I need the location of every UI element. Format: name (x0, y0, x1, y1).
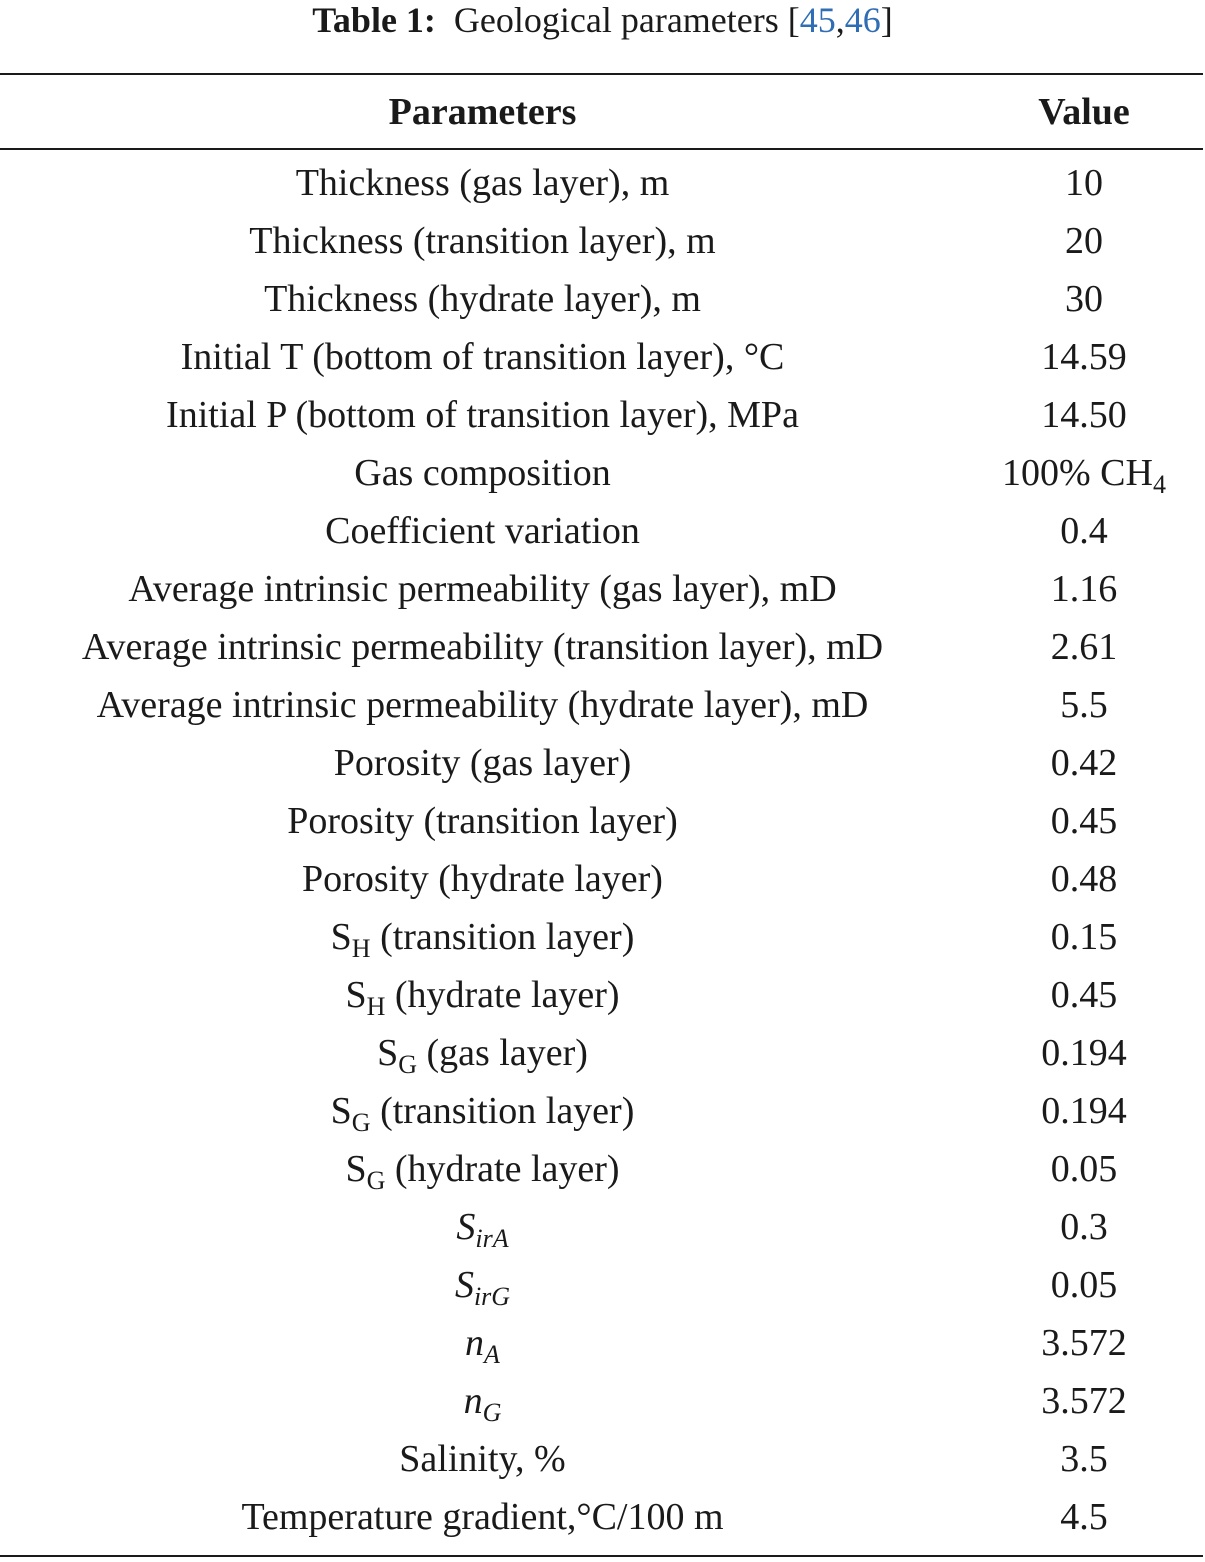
value-cell: 0.48 (1050, 858, 1118, 900)
value-cell: 0.194 (1041, 1090, 1127, 1132)
symbol: S (456, 1206, 476, 1248)
value-cell: 4.5 (1060, 1496, 1108, 1538)
table-row (0, 676, 1203, 734)
value-cell: 0.15 (1050, 916, 1118, 958)
parameters-table (0, 154, 1203, 1546)
value-cell: 30 (1065, 278, 1103, 320)
parameter-cell: Porosity (hydrate layer) (302, 858, 663, 900)
parameter-text: (gas layer) (417, 1032, 588, 1074)
table-header-rule (0, 148, 1203, 150)
value-cell: 0.3 (1060, 1206, 1108, 1248)
symbol-subscript: H (351, 934, 371, 963)
caption-ref-open: [ (787, 0, 800, 40)
symbol: S (345, 1148, 367, 1190)
table-row (0, 850, 1203, 908)
header-parameters: Parameters (388, 91, 577, 133)
table-caption (0, 0, 1205, 40)
value-cell: 20 (1065, 220, 1103, 262)
table-row (0, 966, 1203, 1024)
table-row (0, 502, 1203, 560)
parameter-cell (0, 1256, 965, 1314)
symbol-subscript: G (482, 1398, 502, 1427)
parameter-cell: Initial P (bottom of transition layer), MPa (166, 394, 799, 436)
table-row (0, 1372, 1203, 1430)
parameter-cell: Gas composition (354, 452, 611, 494)
symbol: n (463, 1380, 483, 1422)
table-row (0, 1488, 1203, 1546)
parameter-text: (hydrate layer) (385, 974, 620, 1016)
table-row (0, 1314, 1203, 1372)
parameter-cell: Porosity (gas layer) (333, 742, 632, 784)
parameter-cell (0, 966, 965, 1024)
symbol-subscript: G (351, 1108, 371, 1137)
parameter-cell: Initial T (bottom of transition layer), °C (180, 336, 785, 378)
table-row (0, 154, 1203, 212)
math-symbol (465, 1322, 500, 1369)
symbol-subscript: G (398, 1050, 417, 1079)
symbol: n (465, 1322, 485, 1364)
citation-link-45[interactable]: 45 (799, 0, 836, 40)
symbol: S (454, 1264, 474, 1306)
caption-text: Geological parameters (453, 0, 779, 40)
value-cell: 14.50 (1041, 394, 1127, 436)
parameter-cell: Average intrinsic permeability (gas layer), mD (128, 568, 837, 610)
value-cell: 0.05 (1050, 1148, 1118, 1190)
value-cell: 5.5 (1060, 684, 1108, 726)
caption-ref-separator: , (835, 0, 845, 40)
table-row (0, 1198, 1203, 1256)
symbol-subscript: G (366, 1166, 386, 1195)
parameter-cell (0, 1082, 965, 1140)
parameter-cell: Porosity (transition layer) (287, 800, 678, 842)
parameter-cell: Salinity, % (399, 1438, 566, 1480)
table-row (0, 560, 1203, 618)
parameter-text: (hydrate layer) (385, 1148, 620, 1190)
parameter-cell: Average intrinsic permeability (hydrate layer), mD (96, 684, 869, 726)
value-subscript: 4 (1152, 470, 1166, 499)
table-row (0, 618, 1203, 676)
table-row (0, 328, 1203, 386)
table-bottom-rule (0, 1555, 1203, 1557)
parameter-cell: Thickness (hydrate layer), m (264, 278, 701, 320)
caption-ref-close: ] (880, 0, 893, 40)
symbol: S (330, 916, 352, 958)
parameter-cell: Thickness (transition layer), m (249, 220, 716, 262)
symbol: S (330, 1090, 352, 1132)
header-value: Value (1038, 91, 1130, 133)
table-row (0, 1082, 1203, 1140)
table-header (0, 76, 1203, 148)
symbol-subscript: H (366, 992, 386, 1021)
symbol-subscript: irA (475, 1224, 509, 1253)
parameter-cell (0, 908, 965, 966)
parameter-text: (transition layer) (370, 1090, 635, 1132)
math-symbol (463, 1380, 502, 1427)
table-row (0, 386, 1203, 444)
table-row (0, 270, 1203, 328)
caption-label: Table 1: (312, 0, 436, 40)
table-row (0, 734, 1203, 792)
parameter-cell: Average intrinsic permeability (transition layer), mD (81, 626, 884, 668)
table-row (0, 908, 1203, 966)
parameter-cell (0, 1024, 965, 1082)
value-cell: 1.16 (1050, 568, 1118, 610)
table-row (0, 792, 1203, 850)
parameter-cell: Thickness (gas layer), m (295, 162, 670, 204)
symbol: S (377, 1032, 399, 1074)
header-row (0, 76, 1203, 148)
table-row (0, 444, 1203, 502)
value-cell: 14.59 (1041, 336, 1127, 378)
parameter-cell: Coefficient variation (325, 510, 640, 552)
value-cell: 0.05 (1050, 1264, 1118, 1306)
symbol-subscript: A (484, 1340, 500, 1369)
parameter-cell (0, 1372, 965, 1430)
value-cell: 0.45 (1050, 800, 1118, 842)
value-cell: 2.61 (1050, 626, 1118, 668)
value-cell: 3.5 (1060, 1438, 1108, 1480)
value-cell: 3.572 (1041, 1322, 1127, 1364)
value-cell: 3.572 (1041, 1380, 1127, 1422)
value-main: 100% CH (1002, 452, 1153, 494)
value-cell: 0.4 (1060, 510, 1108, 552)
value-cell: 10 (1065, 162, 1103, 204)
parameter-cell (0, 1140, 965, 1198)
table-row (0, 1256, 1203, 1314)
table-row (0, 1430, 1203, 1488)
value-cell: 0.45 (1050, 974, 1118, 1016)
table-top-rule (0, 73, 1203, 75)
math-symbol (454, 1264, 511, 1311)
table-row (0, 212, 1203, 270)
citation-link-46[interactable]: 46 (844, 0, 881, 40)
parameter-text: (transition layer) (370, 916, 635, 958)
symbol: S (345, 974, 367, 1016)
parameter-cell (0, 1198, 965, 1256)
symbol-subscript: irG (473, 1282, 511, 1311)
parameter-cell: Temperature gradient,°C/100 m (241, 1496, 724, 1538)
value-cell: 0.42 (1050, 742, 1118, 784)
math-symbol (456, 1206, 509, 1253)
value-cell (965, 444, 1203, 502)
table-row (0, 1024, 1203, 1082)
table-row (0, 1140, 1203, 1198)
value-cell: 0.194 (1041, 1032, 1127, 1074)
parameter-cell (0, 1314, 965, 1372)
